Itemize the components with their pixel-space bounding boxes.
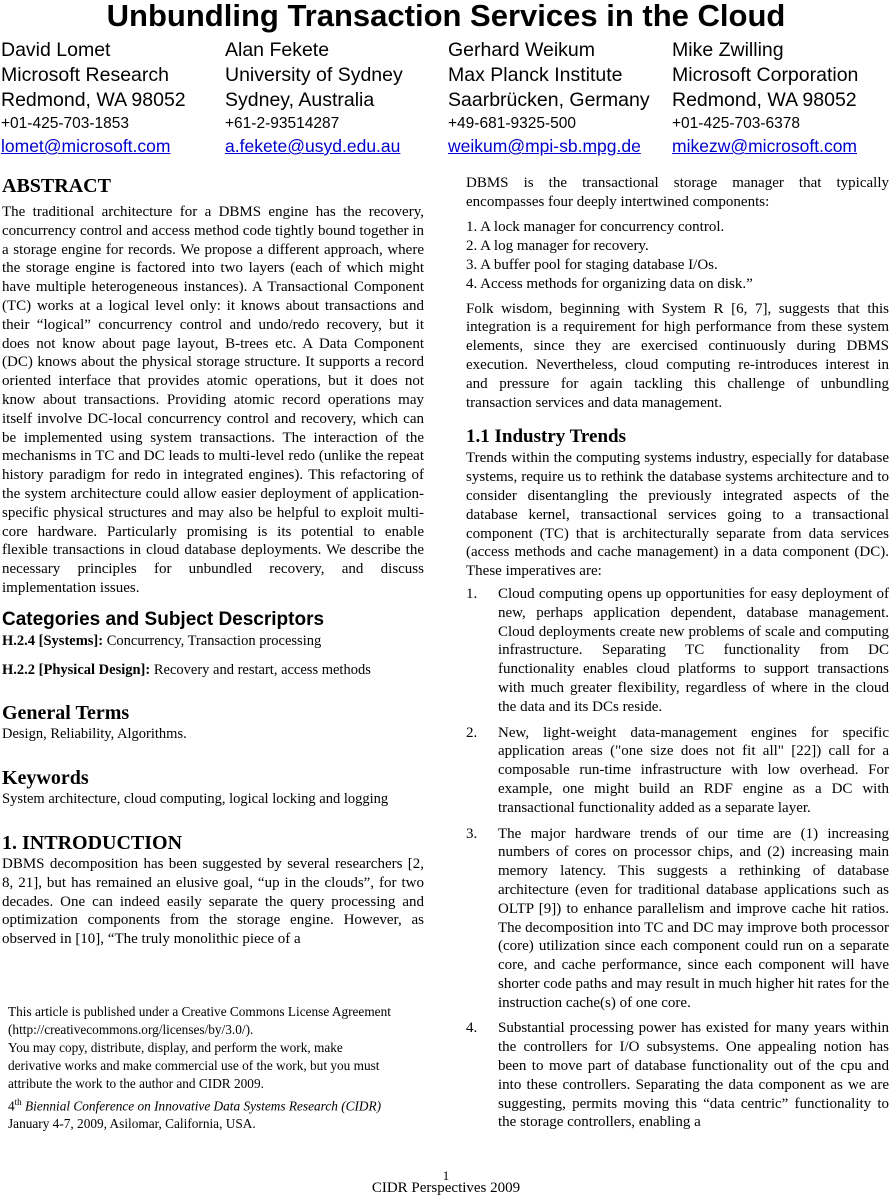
conf-ordinal: 4 <box>8 1098 15 1114</box>
footnote-line: This article is published under a Creative Commons License Agreement <box>8 1004 391 1019</box>
conf-name: Biennial Conference on Innovative Data Systems Research (CIDR) <box>21 1098 382 1114</box>
author-name: Gerhard Weikum <box>448 39 596 61</box>
introduction-text-cont: DBMS is the transactional storage manager that typically encompasses four deeply intertwined components: <box>466 175 889 210</box>
left-column <box>2 174 424 949</box>
category-code: H.2.2 [Physical Design]: <box>2 661 151 678</box>
author-affiliation: University of Sydney <box>225 64 403 86</box>
list-item: 2. A log manager for recovery. <box>466 237 649 254</box>
category-desc: Recovery and restart, access methods <box>150 661 371 678</box>
footnote-line: January 4-7, 2009, Asilomar, California, USA. <box>8 1116 256 1132</box>
item-text: Cloud computing opens up opportunities for easy deployment of new, perhaps application dependent, database management. Cloud deployments create new problems of scale and computing infrastructure. Separating TC functionality from DC functionality enables cloud platforms to support transactions with much greater flexibility, regardless of where in the cloud the data and its DCs reside. <box>498 585 889 715</box>
item-number: 1. <box>466 585 478 602</box>
footer-conference: CIDR Perspectives 2009 <box>371 1180 521 1196</box>
item-text: The major hardware trends of our time are (1) increasing numbers of cores on processor chips, and (2) increasing main memory latency. This suggests a rethinking of database architecture (even for traditional database applications such as OLTP [9]) to enhance parallelism and improve cache hit ratios. The decomposition into TC and DC may improve both processor (core) utilization since each component could run on a separate core, and cache performance, since each component will have shorter code paths and may result in much higher hit rates for the instruction cache(s) of one core. <box>498 825 889 1011</box>
item-number: 3. <box>466 825 478 842</box>
author-location: Redmond, WA 98052 <box>1 89 186 111</box>
list-item <box>466 585 889 717</box>
list-item <box>466 825 889 1013</box>
author-phone: +01-425-703-1853 <box>1 115 129 132</box>
list-item: 3. A buffer pool for staging database I/Os. <box>466 256 718 273</box>
author-email-link[interactable]: a.fekete@usyd.edu.au <box>225 136 401 156</box>
general-terms-text: Design, Reliability, Algorithms. <box>2 726 187 743</box>
author-4 <box>672 38 858 158</box>
introduction-text: DBMS decomposition has been suggested by several researchers [2, 8, 21], but has remained an elusive goal, “up in the clouds”, for two decades. One can indeed easily separate the query processing and optimization components from the storage engine. However, as observed in [10], “The truly monolithic piece of a <box>2 855 424 948</box>
keywords-heading: Keywords <box>2 767 89 790</box>
page-number: 1 <box>442 1168 450 1183</box>
footnote-conference <box>8 1093 428 1115</box>
list-item <box>466 724 889 818</box>
author-email-link[interactable]: weikum@mpi-sb.mpg.de <box>448 136 641 156</box>
author-1 <box>1 38 186 158</box>
list-item <box>466 1019 889 1132</box>
right-column <box>466 174 889 1139</box>
item-text: Substantial processing power has existed for many years within the controllers for I/O subsystems. One appealing notion has been to move part of database functionality out of the cpu and into these controllers. Separating the data component as we are suggesting, permits moving this “data centric” functionality to the storage controllers, enabling a <box>498 1020 889 1131</box>
imperatives-list <box>466 585 889 1132</box>
paper-title: Unbundling Transaction Services in the Cloud <box>106 0 786 33</box>
component-list <box>466 218 889 294</box>
abstract-heading: ABSTRACT <box>2 175 111 197</box>
introduction-heading: 1. INTRODUCTION <box>2 831 183 854</box>
category-desc: Concurrency, Transaction processing <box>103 632 322 649</box>
author-email-link[interactable]: lomet@microsoft.com <box>1 136 171 156</box>
author-name: David Lomet <box>1 39 111 61</box>
author-affiliation: Microsoft Corporation <box>672 64 859 86</box>
item-number: 4. <box>466 1020 478 1037</box>
author-3 <box>448 38 650 158</box>
author-phone: +01-425-703-6378 <box>672 115 800 132</box>
category-item <box>2 661 424 680</box>
keywords-text: System architecture, cloud computing, logical locking and logging <box>2 791 389 808</box>
industry-trends-text: Trends within the computing systems industry, especially for database systems, require us to rethink the database systems architecture and to consider disentangling the previously integrated aspects of the database kernel, transactional services going to a transactional component (TC) that is architecturally separate from data services (access methods and cache management) in a data component (DC). These imperatives are: <box>466 450 889 580</box>
author-location: Redmond, WA 98052 <box>672 89 857 111</box>
list-item: 4. Access methods for organizing data on disk.” <box>466 275 753 292</box>
author-2 <box>225 38 403 158</box>
item-number: 2. <box>466 724 478 741</box>
author-affiliation: Microsoft Research <box>1 64 169 86</box>
industry-trends-heading: 1.1 Industry Trends <box>466 426 626 448</box>
author-location: Saarbrücken, Germany <box>448 89 650 111</box>
folk-wisdom-text: Folk wisdom, beginning with System R [6, 7], suggests that this integration is a requirement for high performance from these system elements, since they are exercised continuously during DBMS execution. Nevertheless, cloud computing re-introduces interest in and pressure for again tackling this challenge of unbundling transaction services and data management. <box>466 300 889 411</box>
author-affiliation: Max Planck Institute <box>448 64 623 86</box>
author-name: Alan Fekete <box>225 39 330 61</box>
abstract-text: The traditional architecture for a DBMS engine has the recovery, concurrency control and access method code tightly bound together in a storage engine for records. We propose a different approach, where the storage engine is factored into two layers (each of which might have multiple heterogeneous instances). A Transactional Component (TC) works at a logical level only: it knows about transactions and their “logical” concurrency control and undo/redo recovery, but it does not know about page layout, B-trees etc. A Data Component (DC) knows about the physical storage structure. It supports a record oriented interface that provides atomic operations, but it does not know about transactions. Providing atomic record operations may itself involve DC-local concurrency control and recovery, which can be implemented using system transactions. The interaction of the mechanisms in TC and DC leads to multi-level redo (unlike the repeat history paradigm for redo in integrated engines). This refactoring of the system architecture could allow easier deployment of application-specific physical structures and may also be helpful to exploit multi-core hardware. Particularly promising is its potential to enable flexible transactions in cloud database deployments. We describe the necessary principles for unbundled recovery, and discuss implementation issues. <box>2 204 424 596</box>
author-name: Mike Zwilling <box>672 39 784 61</box>
author-phone: +61-2-93514287 <box>225 115 340 132</box>
general-terms-heading: General Terms <box>2 702 130 725</box>
author-location: Sydney, Australia <box>225 89 375 111</box>
conf-ordinal-suffix: th <box>14 1097 22 1107</box>
footnote-line: attribute the work to the author and CIDR 2009. <box>8 1076 264 1091</box>
categories-heading: Categories and Subject Descriptors <box>2 608 325 630</box>
footnote-line: You may copy, distribute, display, and perform the work, make <box>8 1040 343 1055</box>
list-item: 1. A lock manager for concurrency control. <box>466 218 725 235</box>
author-phone: +49-681-9325-500 <box>448 115 576 132</box>
author-email-link[interactable]: mikezw@microsoft.com <box>672 136 858 156</box>
category-item <box>2 632 424 651</box>
item-text: New, light-weight data-management engines for specific application areas ("one size does not fit all" [22]) call for a composable run-time infrastructure with low overhead. For example, one might build an RDF engine as a DC with transactional functionality added as a separate layer. <box>498 724 889 816</box>
footnote-line: (http://creativecommons.org/licenses/by/3.0/). <box>8 1022 254 1037</box>
copyright-footnote <box>8 1003 428 1133</box>
category-code: H.2.4 [Systems]: <box>2 632 104 649</box>
footnote-line: derivative works and make commercial use of the work, but you must <box>8 1058 380 1073</box>
